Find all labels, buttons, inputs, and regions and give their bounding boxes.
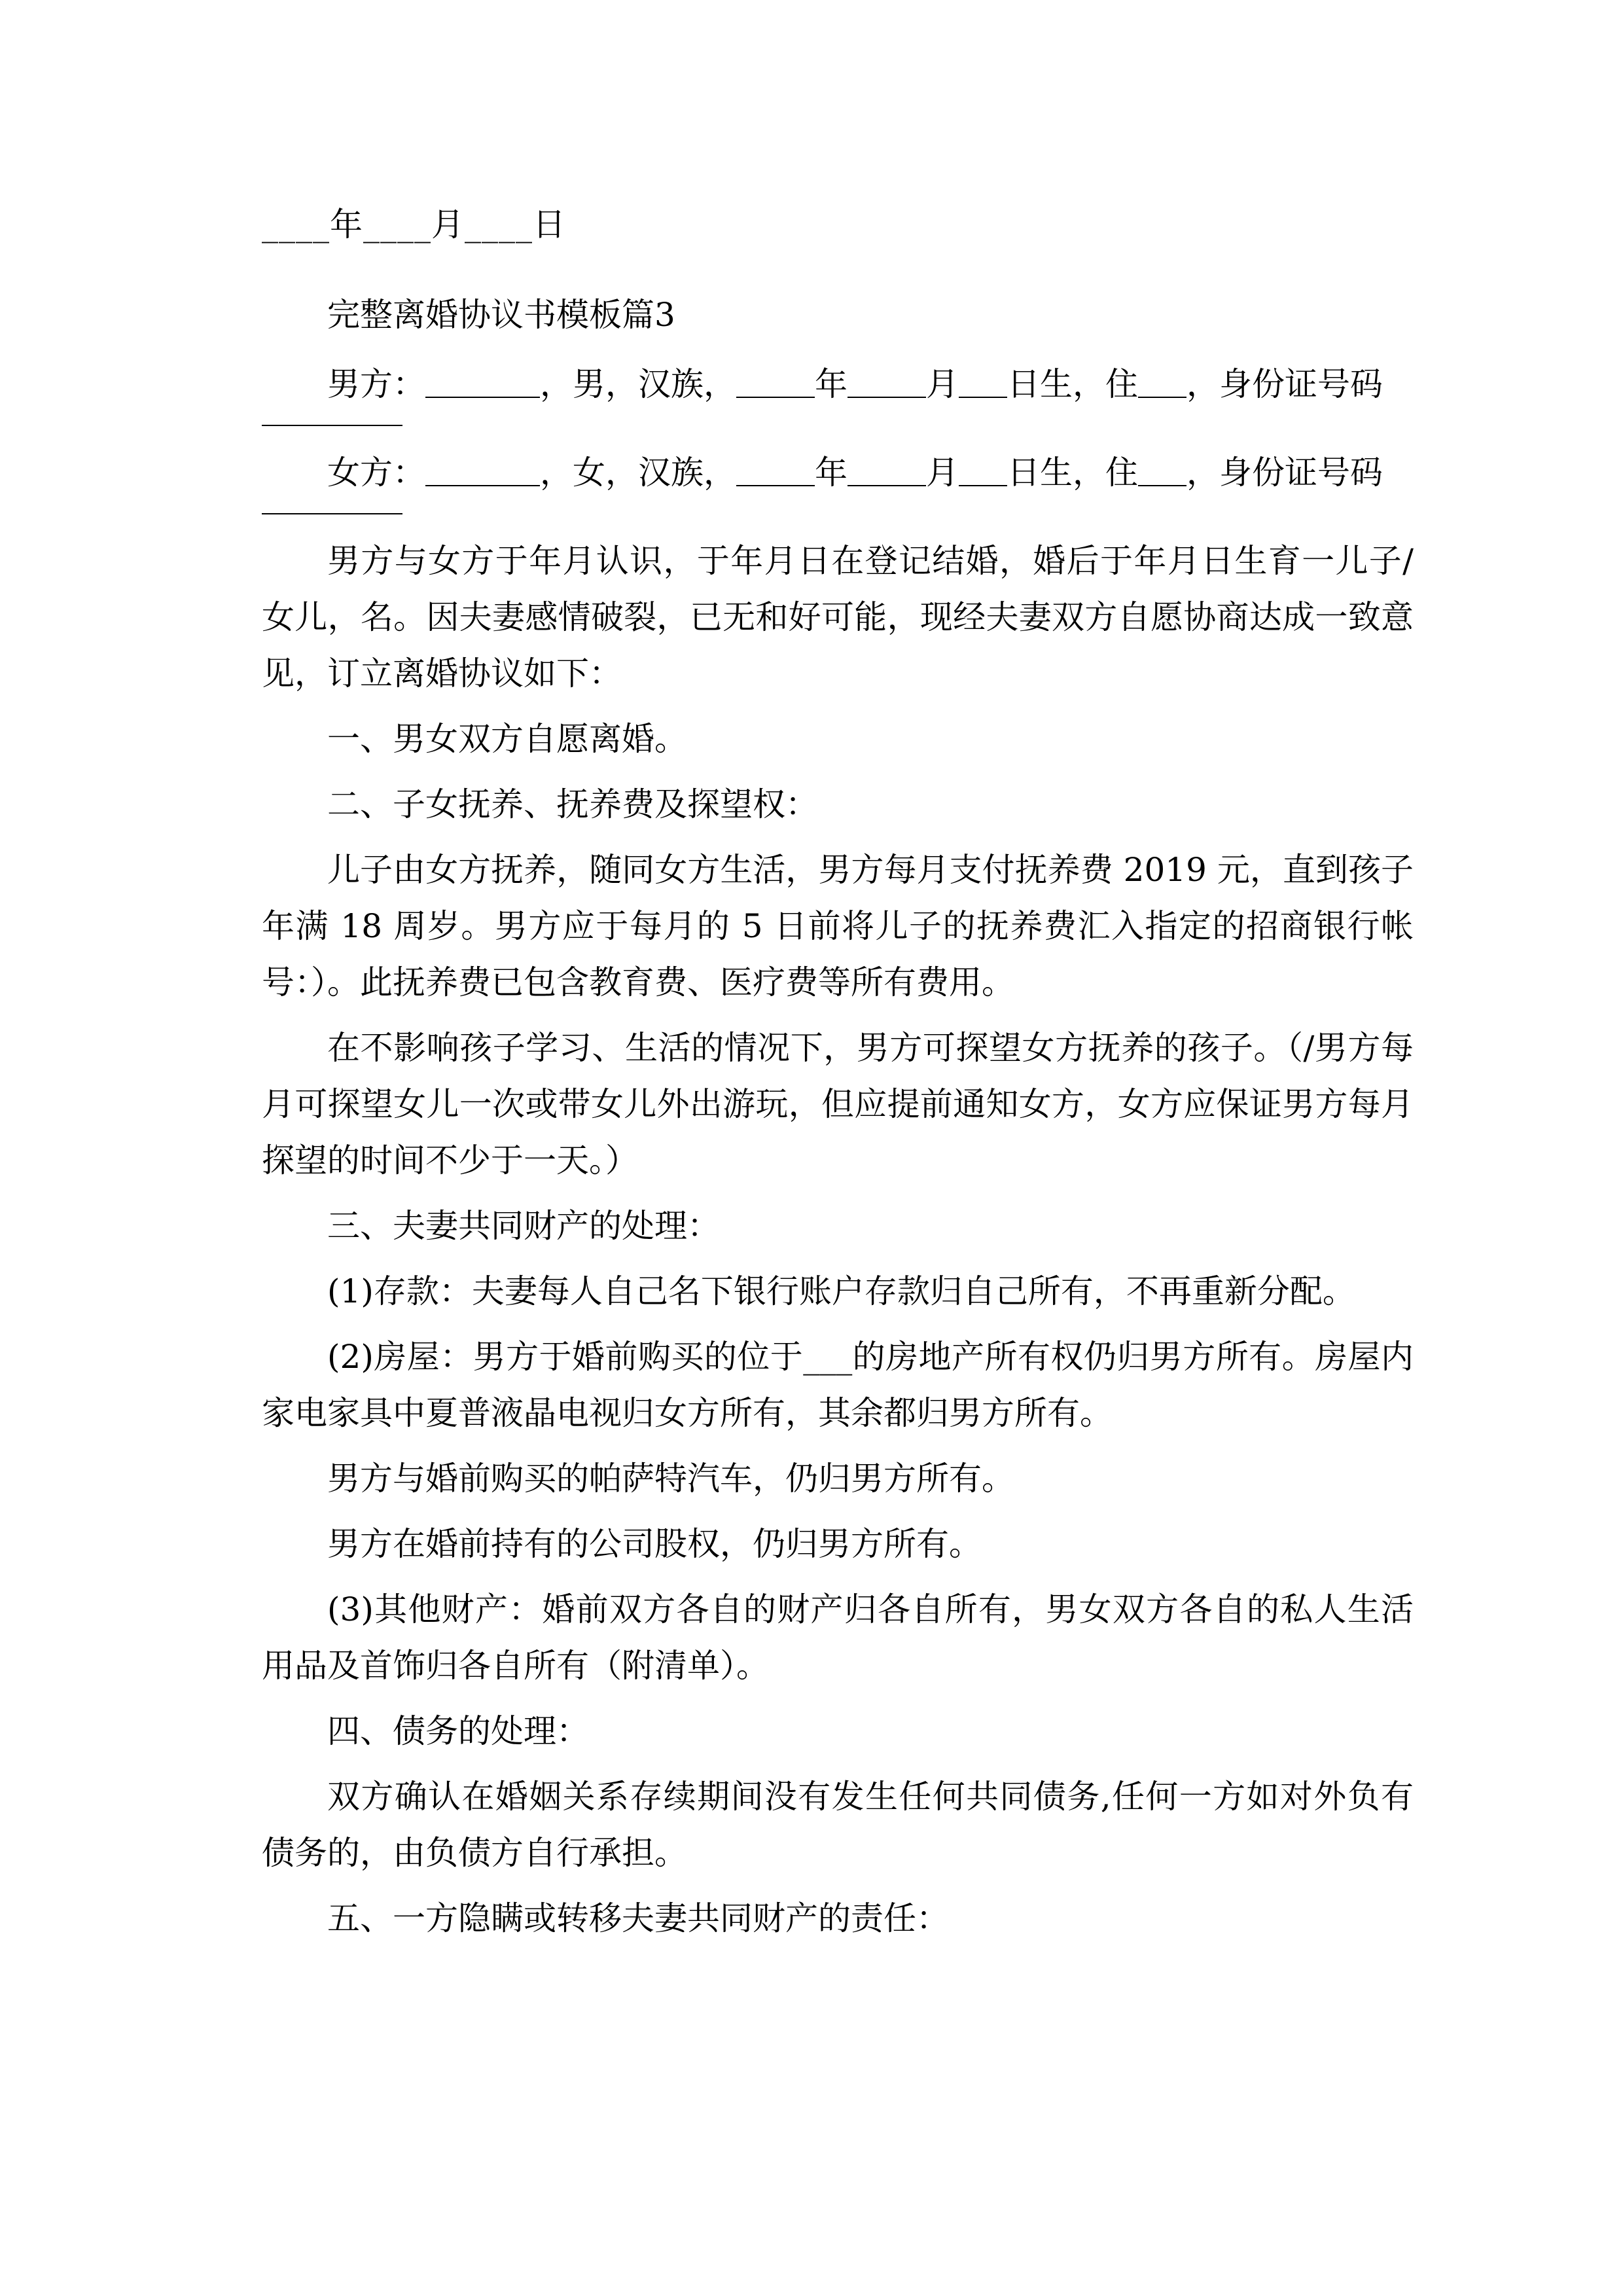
party-female-line (262, 444, 1414, 501)
party-female-month-blank (847, 485, 926, 486)
paragraph-clause-1: 一、男女双方自愿离婚。 (327, 720, 687, 758)
paragraph-intro: 男方与女方于年月认识，于年月日在登记结婚，婚后于年月日生育一儿子/女儿，名。因夫妻感情破裂，已无和好可能，现经夫妻双方自愿协商达成一致意见，订立离婚协议如下： (262, 542, 1414, 692)
party-female-label: 女方： (327, 454, 425, 492)
party-male-name-blank (425, 397, 540, 398)
party-female-id-wrap (262, 512, 1414, 514)
party-male-text-4: 日生，住 (1007, 365, 1138, 403)
party-male-line (262, 356, 1414, 412)
party-male-year-blank (736, 397, 815, 398)
paragraph-house: (2)房屋：男方于婚前购买的位于___的房地产所有权仍归男方所有。房屋内家电家具中夏普液晶电视归女方所有，其余都归男方所有。 (262, 1338, 1414, 1432)
party-female-name-blank (425, 485, 540, 486)
paragraph-equity: 男方在婚前持有的公司股权，仍归男方所有。 (327, 1525, 982, 1563)
document-body (262, 196, 1414, 1946)
party-female-id-blank (262, 512, 402, 514)
party-female-year-blank (736, 485, 815, 486)
paragraph-car: 男方与婚前购买的帕萨特汽车，仍归男方所有。 (327, 1460, 1014, 1498)
paragraph-deposits: (1)存款：夫妻每人自己名下银行账户存款归自己所有，不再重新分配。 (327, 1272, 1355, 1310)
party-female-text-4: 日生，住 (1007, 454, 1138, 492)
party-female-day-blank (959, 485, 1007, 486)
party-male-text-5: ，身份证号码 (1186, 365, 1383, 403)
party-female-text-2: 年 (815, 454, 847, 492)
date-line: ____年____月____日 (262, 206, 566, 243)
party-male-day-blank (959, 397, 1007, 398)
paragraph-debts: 双方确认在婚姻关系存续期间没有发生任何共同债务,任何一方如对外负有债务的，由负债方自行承担。 (262, 1778, 1414, 1872)
party-male-month-blank (847, 397, 926, 398)
party-female-text-1: ，女，汉族， (540, 454, 736, 492)
party-male-text-1: ，男，汉族， (540, 365, 736, 403)
paragraph-clause-2-title: 二、子女抚养、抚养费及探望权： (327, 785, 818, 823)
party-female-text-5: ，身份证号码 (1186, 454, 1383, 492)
paragraph-visitation: 在不影响孩子学习、生活的情况下，男方可探望女方抚养的孩子。（/男方每月可探望女儿一次或带女儿外出游玩，但应提前通知女方，女方应保证男方每月探望的时间不少于一天。） (262, 1029, 1414, 1179)
party-male-text-3: 月 (926, 365, 959, 403)
paragraph-other-property: (3)其他财产：婚前双方各自的财产归各自所有，男女双方各自的私人生活用品及首饰归各自所有（附清单）。 (262, 1590, 1414, 1685)
paragraph-clause-3-title: 三、夫妻共同财产的处理： (327, 1207, 720, 1245)
party-male-text-2: 年 (815, 365, 847, 403)
paragraph-clause-4-title: 四、债务的处理： (327, 1712, 589, 1750)
section-title: 完整离婚协议书模板篇3 (327, 296, 675, 334)
paragraph-child-support: 儿子由女方抚养，随同女方生活，男方每月支付抚养费 2019 元，直到孩子年满 18 周岁。男方应于每月的 5 日前将儿子的抚养费汇入指定的招商银行帐号：）。此抚养费已包含教育费、医疗费等所有费用。 (262, 851, 1414, 1001)
party-female-text-3: 月 (926, 454, 959, 492)
party-male-label: 男方： (327, 365, 425, 403)
party-female-address-blank (1138, 485, 1186, 486)
party-male-id-wrap (262, 424, 1414, 426)
party-male-id-blank (262, 424, 402, 426)
paragraph-clause-5-title: 五、一方隐瞒或转移夫妻共同财产的责任： (327, 1899, 949, 1937)
party-male-address-blank (1138, 397, 1186, 398)
